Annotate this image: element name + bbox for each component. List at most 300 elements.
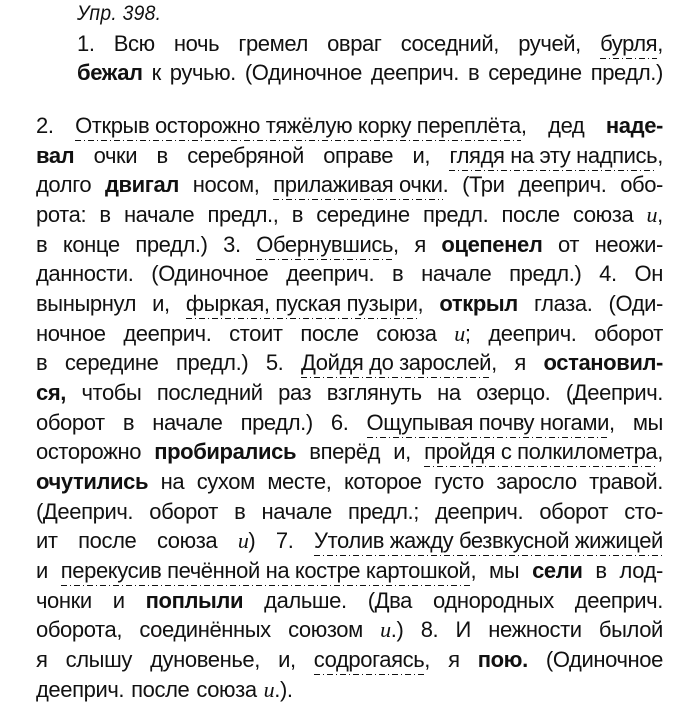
word	[327, 29, 381, 59]
punctuation: ;	[464, 321, 471, 346]
word	[36, 675, 124, 705]
word-text: в	[234, 499, 246, 524]
word	[371, 58, 459, 88]
word	[152, 408, 222, 438]
word-text: (Одиночное	[151, 261, 269, 286]
word-text: дуновенье,	[150, 647, 260, 672]
word	[595, 230, 663, 260]
word-text: Всю	[113, 31, 155, 56]
word	[488, 58, 582, 88]
word-text: ночное	[36, 321, 106, 346]
word	[229, 319, 282, 349]
word-text: начале	[123, 202, 195, 227]
word-text: лод-	[619, 558, 663, 583]
gerund-phrase-underlined-text: перекусив печённой на костре картошкой	[61, 558, 471, 586]
gerund-phrase-underlined	[600, 29, 663, 59]
predicate-bold	[154, 437, 296, 467]
word-text: оборот	[594, 321, 663, 346]
word	[421, 615, 439, 645]
word-text: дееприч.	[36, 677, 125, 702]
word	[368, 586, 412, 616]
word	[448, 645, 460, 675]
word	[234, 497, 245, 527]
word-text: дееприч.	[123, 321, 212, 346]
conjunction-italic-text: и	[237, 528, 249, 553]
punctuation: .)	[390, 617, 404, 642]
word-text: (Три	[462, 172, 505, 197]
word-text: озерцо.	[476, 380, 551, 405]
predicate-bold	[146, 586, 243, 616]
word	[620, 170, 663, 200]
gerund-phrase-underlined	[273, 170, 448, 200]
predicate-bold-text: остановил-	[543, 350, 663, 375]
punctuation: ,	[609, 410, 615, 435]
word	[393, 437, 411, 467]
word-text: мы	[489, 558, 520, 583]
word-text: рота:	[36, 202, 87, 227]
word-text: после	[300, 321, 359, 346]
predicate-bold	[36, 467, 148, 497]
word	[548, 111, 584, 141]
word	[488, 319, 576, 349]
text-line	[36, 170, 663, 200]
word	[36, 259, 133, 289]
word	[300, 319, 358, 349]
gerund-phrase-underlined-text: пройдя с полкилометра	[424, 439, 657, 467]
gerund-phrase-underlined	[75, 111, 527, 141]
word	[518, 170, 606, 200]
text-line	[36, 556, 663, 586]
word	[599, 615, 663, 645]
predicate-bold-text: оцепенел	[441, 232, 543, 257]
word	[344, 467, 422, 497]
word	[135, 230, 207, 260]
word-text: овраг	[327, 31, 382, 56]
word-text: чонки	[36, 588, 92, 613]
word-text: середине	[488, 60, 582, 85]
text-line	[36, 141, 663, 171]
text-line	[36, 467, 663, 497]
word	[36, 319, 106, 349]
gerund-phrase-underlined	[314, 526, 663, 556]
word	[157, 141, 168, 171]
word-text: оборот	[36, 410, 105, 435]
text-line	[36, 319, 663, 349]
word-text: ит	[36, 528, 58, 553]
text-line	[36, 645, 663, 675]
word-text: (Оди-	[608, 291, 663, 316]
gerund-phrase-underlined-text: Утолив жажду безвкусной жижицей	[314, 528, 663, 556]
word	[599, 259, 617, 289]
gerund-phrase-underlined-text: бурля	[600, 31, 657, 59]
word-text: в	[291, 202, 303, 227]
gerund-phrase-underlined	[314, 645, 430, 675]
text-line	[36, 437, 663, 467]
conjunction-italic	[454, 319, 470, 349]
word	[575, 586, 663, 616]
word-text: сухом	[196, 469, 255, 494]
punctuation: ,	[470, 558, 477, 583]
word	[518, 29, 581, 59]
word	[316, 200, 410, 230]
word-text: 2.	[36, 113, 54, 138]
word	[36, 230, 47, 260]
text-line	[77, 29, 663, 59]
word	[65, 348, 159, 378]
word-text: я	[414, 232, 426, 257]
word-text: на	[437, 380, 461, 405]
word	[77, 29, 95, 59]
word	[36, 170, 91, 200]
word	[633, 408, 663, 438]
word	[476, 378, 550, 408]
word	[187, 141, 304, 171]
word	[509, 259, 581, 289]
word-text: 3.	[223, 232, 241, 257]
word-text: предл.)	[135, 232, 208, 257]
word-text: и,	[412, 143, 431, 168]
word	[170, 58, 236, 88]
gerund-phrase-underlined-text: прилаживая очки	[273, 172, 442, 200]
predicate-bold-text: открыл	[439, 291, 518, 316]
word	[174, 29, 219, 59]
word-text: после	[78, 528, 137, 553]
word-text: Он	[634, 261, 663, 286]
word-text: И	[455, 617, 471, 642]
word	[514, 348, 526, 378]
word	[327, 378, 422, 408]
conjunction-italic-text: и	[263, 677, 275, 702]
punctuation: )	[248, 528, 256, 553]
punctuation: ,	[491, 350, 497, 375]
conjunction-italic	[264, 675, 293, 705]
word	[157, 526, 217, 556]
word-text: в	[595, 558, 607, 583]
word-text: начале	[152, 410, 223, 435]
gerund-phrase-underlined	[186, 289, 423, 319]
word-text: раз	[278, 380, 312, 405]
word-text: ночь	[173, 31, 220, 56]
word-text: чтобы	[81, 380, 142, 405]
word	[278, 378, 311, 408]
word-text: предл.;	[347, 499, 419, 524]
word-text: оборот	[539, 499, 609, 524]
word	[63, 230, 120, 260]
word	[223, 230, 241, 260]
word-text: и,	[152, 291, 170, 316]
word-text: я	[514, 350, 526, 375]
word-text: (Дееприч.	[565, 380, 663, 405]
word	[609, 289, 663, 319]
word	[196, 675, 256, 705]
word-text: вынырнул	[36, 291, 137, 316]
word-text: сто-	[624, 499, 663, 524]
predicate-bold	[544, 348, 663, 378]
punctuation: ,	[424, 647, 430, 672]
word-text: былой	[598, 617, 663, 642]
word	[594, 319, 663, 349]
word	[36, 408, 105, 438]
word	[114, 29, 155, 59]
word-text: после	[131, 677, 190, 702]
text-line	[77, 58, 663, 88]
predicate-bold-text: вал	[36, 143, 75, 168]
word	[66, 645, 132, 675]
word-text: 5.	[265, 350, 284, 375]
word-text: в	[36, 232, 48, 257]
word	[534, 289, 592, 319]
word-text: дед	[548, 113, 585, 138]
text-line	[36, 675, 663, 705]
word	[456, 615, 471, 645]
word	[468, 58, 479, 88]
word-text: дееприч.	[370, 60, 459, 85]
gerund-phrase-underlined	[367, 408, 615, 438]
word	[123, 408, 134, 438]
word	[123, 319, 211, 349]
word	[624, 497, 663, 527]
punctuation: ,	[657, 202, 663, 227]
text-line	[36, 111, 663, 141]
word-text: после	[501, 202, 560, 227]
gerund-phrase-underlined	[424, 437, 663, 467]
word-text: 1.	[77, 31, 95, 56]
word-text: и,	[278, 647, 296, 672]
word	[139, 615, 270, 645]
word-text: начале	[261, 499, 332, 524]
word	[161, 467, 185, 497]
word-text: от	[558, 232, 580, 257]
word-text: однородных	[433, 588, 554, 613]
word	[36, 348, 47, 378]
word	[94, 141, 138, 171]
word-text: обо-	[620, 172, 663, 197]
predicate-bold-text: ся,	[36, 380, 66, 405]
punctuation: ,	[657, 31, 663, 56]
word-text: слышу	[65, 647, 132, 672]
word-text: соседний,	[400, 31, 500, 56]
word-text: предл.	[423, 202, 489, 227]
word-text: вперёд	[309, 439, 381, 464]
punctuation: ,	[657, 143, 663, 168]
word	[276, 526, 294, 556]
word-text: предл.,	[207, 202, 279, 227]
word-text: (Дееприч.	[36, 499, 134, 524]
word	[241, 408, 313, 438]
word	[264, 586, 347, 616]
text-line	[36, 615, 663, 645]
word-text: дееприч.	[286, 261, 375, 286]
text-line	[36, 526, 663, 556]
word-text: союза	[196, 677, 257, 702]
word-text: серебряной	[187, 143, 304, 168]
word-text: данности.	[36, 261, 134, 286]
word-text: осторожно	[36, 439, 142, 464]
text-line	[36, 497, 663, 527]
predicate-bold	[478, 645, 528, 675]
word-text: в	[467, 60, 480, 85]
exercise-title: Упр. 398.	[77, 2, 162, 25]
punctuation: ,	[393, 232, 399, 257]
word	[323, 141, 393, 171]
word	[539, 497, 608, 527]
word	[489, 556, 519, 586]
word	[131, 675, 189, 705]
word-text: взглянуть	[326, 380, 422, 405]
word-text: предл.)	[176, 350, 249, 375]
predicate-bold-text: наде-	[605, 113, 663, 138]
word	[348, 497, 419, 527]
word	[36, 289, 136, 319]
gerund-phrase-underlined-text: глядя на эту надпись	[449, 143, 657, 171]
predicate-bold	[36, 378, 66, 408]
word	[152, 58, 161, 88]
text-line	[36, 230, 663, 260]
word	[595, 556, 606, 586]
word	[546, 645, 663, 675]
word-text: очки	[93, 143, 138, 168]
word-text: глаза.	[534, 291, 593, 316]
predicate-bold-text: пою.	[477, 647, 528, 672]
predicate-bold	[439, 289, 517, 319]
word	[488, 615, 581, 645]
word-text: союза	[376, 321, 437, 346]
word	[36, 437, 141, 467]
punctuation: ,	[657, 439, 663, 464]
predicate-bold	[36, 141, 74, 171]
word-text: оборот	[149, 499, 218, 524]
word	[433, 586, 554, 616]
word	[193, 170, 260, 200]
word	[176, 348, 248, 378]
word	[36, 526, 58, 556]
predicate-bold-text: пробирались	[154, 439, 297, 464]
word-text: неожи-	[594, 232, 663, 257]
word-text: предл.)	[590, 60, 663, 85]
word-text: которое	[343, 469, 422, 494]
word-text: начале	[421, 261, 492, 286]
word	[413, 141, 431, 171]
word-text: предл.)	[509, 261, 582, 286]
word-text: конце	[62, 232, 120, 257]
word	[267, 467, 331, 497]
word-text: густо	[434, 469, 484, 494]
word-text: последний	[156, 380, 263, 405]
word-text: в	[36, 350, 48, 375]
punctuation: ,	[417, 291, 424, 316]
word	[421, 259, 491, 289]
word-text: гремел	[238, 31, 308, 56]
word-text: дееприч.	[435, 499, 524, 524]
word	[392, 259, 403, 289]
word	[423, 200, 488, 230]
gerund-phrase-underlined-text: Дойдя до зарослей	[301, 350, 491, 378]
text-line	[36, 289, 663, 319]
word	[502, 200, 560, 230]
conjunction-italic	[647, 200, 663, 230]
word-text: дееприч.	[518, 172, 607, 197]
word	[635, 259, 663, 289]
word-text: оправе	[323, 143, 394, 168]
word	[462, 170, 504, 200]
word-text: долго	[36, 172, 92, 197]
word-text: ручью.	[169, 60, 236, 85]
word	[113, 586, 125, 616]
predicate-bold-text: бежал	[77, 60, 143, 85]
word	[99, 200, 110, 230]
text-line	[36, 348, 663, 378]
word	[292, 200, 303, 230]
word	[286, 259, 374, 289]
word-text: месте,	[267, 469, 332, 494]
word	[558, 230, 579, 260]
word	[573, 200, 633, 230]
word-text: (Одиночное	[244, 60, 362, 85]
word	[36, 645, 48, 675]
gerund-phrase-underlined	[301, 348, 497, 378]
word-text: оборота,	[36, 617, 123, 642]
predicate-bold	[105, 170, 179, 200]
predicate-bold	[606, 111, 663, 141]
word	[78, 526, 136, 556]
word	[81, 378, 141, 408]
gerund-phrase-underlined	[449, 141, 662, 171]
word	[245, 58, 362, 88]
word	[36, 586, 92, 616]
word	[331, 408, 349, 438]
word	[124, 200, 194, 230]
gerund-phrase-underlined-text: содрогаясь	[314, 647, 424, 675]
word-text: союзом	[288, 617, 363, 642]
word-text: дееприч.	[574, 588, 663, 613]
word	[376, 319, 436, 349]
gerund-phrase-underlined-text: Обернувшись	[256, 232, 393, 260]
word	[620, 556, 663, 586]
word-text: мы	[632, 410, 663, 435]
word	[288, 615, 363, 645]
word-text: дееприч.	[488, 321, 577, 346]
word	[36, 497, 133, 527]
word-text: я	[448, 647, 460, 672]
gerund-phrase-underlined	[61, 556, 476, 586]
word-text: соединённых	[139, 617, 271, 642]
word	[262, 497, 332, 527]
predicate-bold	[77, 58, 143, 88]
word	[36, 111, 54, 141]
predicate-bold-text: поплыли	[145, 588, 244, 613]
text-line	[36, 200, 663, 230]
word-text: дальше.	[264, 588, 347, 613]
word	[149, 497, 218, 527]
text-line	[36, 586, 663, 616]
predicate-bold	[441, 230, 542, 260]
word-text: (Два	[367, 588, 413, 613]
gerund-phrase-underlined-text: Открыв осторожно тяжёлую корку переплёта	[75, 113, 521, 141]
word	[266, 348, 284, 378]
word	[238, 29, 308, 59]
word	[496, 467, 576, 497]
word	[157, 378, 263, 408]
word-text: в	[122, 410, 135, 435]
word-text: в	[99, 202, 111, 227]
gerund-phrase-underlined-text: Ощупывая почву ногами	[367, 410, 610, 438]
word	[152, 289, 170, 319]
word	[566, 378, 663, 408]
word	[309, 437, 380, 467]
predicate-bold-text: очутились	[36, 469, 149, 494]
word-text: 8.	[420, 617, 439, 642]
conjunction-italic	[380, 615, 403, 645]
